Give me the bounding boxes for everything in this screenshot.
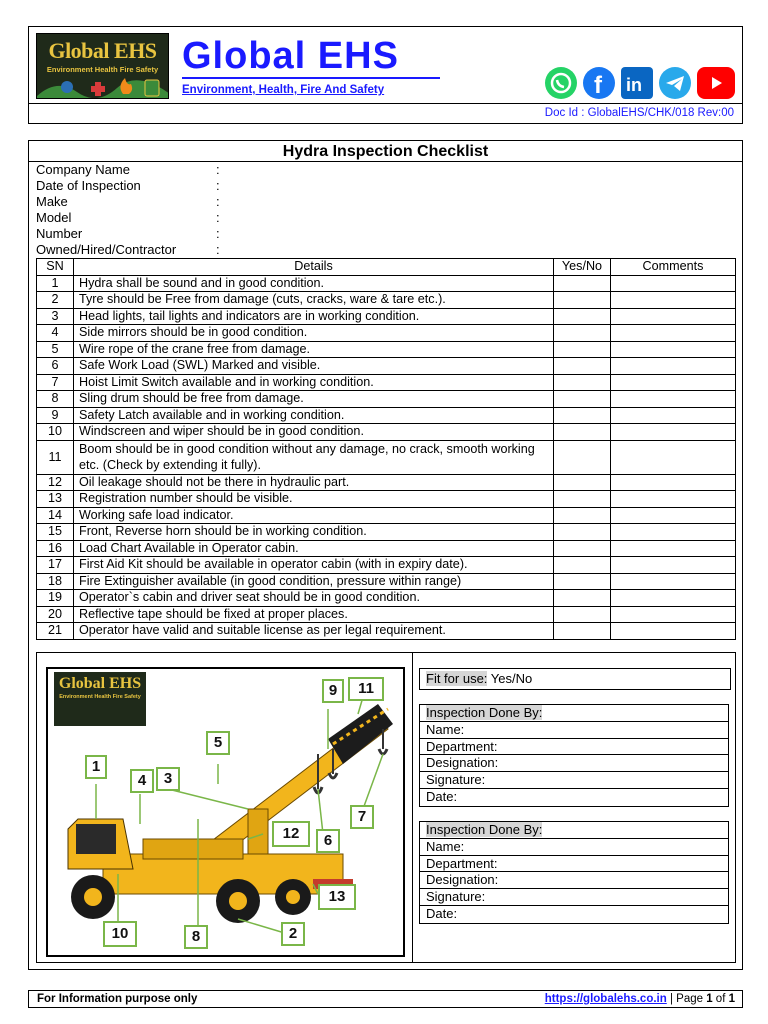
row-sn: 15 bbox=[37, 524, 74, 541]
row-sn: 19 bbox=[37, 590, 74, 607]
callout-11: 11 bbox=[348, 677, 384, 701]
info-row bbox=[36, 194, 220, 210]
table-row bbox=[37, 358, 736, 375]
designation-field[interactable]: Designation: bbox=[420, 755, 728, 772]
row-details: Boom should be in good condition without any damage, no crack, smooth working etc. (Check by extending it fully). bbox=[74, 440, 554, 474]
inspection-title-text: Inspection Done By: bbox=[426, 822, 543, 837]
table-row bbox=[37, 374, 736, 391]
col-header-yesno: Yes/No bbox=[554, 259, 611, 276]
table-row bbox=[37, 524, 736, 541]
row-yesno-cell[interactable] bbox=[554, 507, 611, 524]
info-row bbox=[36, 226, 220, 242]
row-yesno-cell[interactable] bbox=[554, 491, 611, 508]
fit-for-use-label: Fit for use: bbox=[426, 671, 488, 686]
brand-tagline: Environment, Health, Fire And Safety bbox=[182, 84, 385, 96]
row-yesno-cell[interactable] bbox=[554, 424, 611, 441]
row-details: Registration number should be visible. bbox=[74, 491, 554, 508]
col-header-comments: Comments bbox=[611, 259, 736, 276]
row-details: Fire Extinguisher available (in good condition, pressure within range) bbox=[74, 573, 554, 590]
table-row bbox=[37, 341, 736, 358]
row-comments-cell[interactable] bbox=[611, 557, 736, 574]
section-divider bbox=[412, 653, 413, 962]
row-yesno-cell[interactable] bbox=[554, 623, 611, 640]
row-sn: 2 bbox=[37, 292, 74, 309]
row-yesno-cell[interactable] bbox=[554, 557, 611, 574]
document-id: Doc Id : GlobalEHS/CHK/018 Rev:00 bbox=[544, 107, 734, 119]
checklist-body bbox=[37, 275, 736, 639]
row-yesno-cell[interactable] bbox=[554, 391, 611, 408]
table-row bbox=[37, 573, 736, 590]
image-logo bbox=[54, 672, 146, 726]
inspection-title bbox=[420, 705, 728, 722]
row-yesno-cell[interactable] bbox=[554, 341, 611, 358]
row-yesno-cell[interactable] bbox=[554, 573, 611, 590]
row-yesno-cell[interactable] bbox=[554, 606, 611, 623]
hydra-crane-image bbox=[46, 667, 405, 957]
row-details: Operator have valid and suitable license as per legal requirement. bbox=[74, 623, 554, 640]
info-label: Number bbox=[36, 226, 83, 241]
page-title: Hydra Inspection Checklist bbox=[29, 141, 742, 162]
table-row bbox=[37, 407, 736, 424]
page-prefix: | Page bbox=[666, 993, 707, 1005]
row-comments-cell[interactable] bbox=[611, 590, 736, 607]
info-row bbox=[36, 210, 220, 226]
page-of: of bbox=[712, 993, 729, 1005]
callout-2: 2 bbox=[281, 922, 305, 946]
youtube-icon[interactable] bbox=[697, 67, 735, 99]
callout-10: 10 bbox=[103, 921, 137, 947]
table-row bbox=[37, 540, 736, 557]
info-separator: : bbox=[216, 194, 220, 209]
row-details: Wire rope of the crane free from damage. bbox=[74, 341, 554, 358]
info-label: Make bbox=[36, 194, 68, 209]
signature-field[interactable]: Signature: bbox=[420, 772, 728, 789]
footer-right bbox=[545, 991, 735, 1007]
date-field[interactable]: Date: bbox=[426, 905, 458, 921]
table-header-row bbox=[37, 259, 736, 276]
table-row bbox=[37, 590, 736, 607]
info-separator: : bbox=[216, 162, 220, 177]
checklist-form bbox=[28, 140, 743, 970]
callout-9: 9 bbox=[322, 679, 344, 703]
table-row bbox=[37, 275, 736, 292]
col-header-details: Details bbox=[74, 259, 554, 276]
row-comments-cell[interactable] bbox=[611, 524, 736, 541]
footer-disclaimer: For Information purpose only bbox=[37, 993, 198, 1005]
row-comments-cell[interactable] bbox=[611, 606, 736, 623]
table-row bbox=[37, 606, 736, 623]
document-header bbox=[28, 26, 743, 124]
brand-underline bbox=[182, 77, 440, 79]
row-sn: 16 bbox=[37, 540, 74, 557]
row-yesno-cell[interactable] bbox=[554, 590, 611, 607]
row-comments-cell[interactable] bbox=[611, 341, 736, 358]
row-comments-cell[interactable] bbox=[611, 358, 736, 375]
info-label: Owned/Hired/Contractor bbox=[36, 242, 177, 257]
row-sn: 10 bbox=[37, 424, 74, 441]
info-label: Date of Inspection bbox=[36, 178, 141, 193]
table-row bbox=[37, 491, 736, 508]
row-yesno-cell[interactable] bbox=[554, 540, 611, 557]
callout-8: 8 bbox=[184, 925, 208, 949]
row-sn: 4 bbox=[37, 325, 74, 342]
row-comments-cell[interactable] bbox=[611, 407, 736, 424]
table-row bbox=[37, 325, 736, 342]
table-row bbox=[37, 424, 736, 441]
row-sn: 9 bbox=[37, 407, 74, 424]
callout-3: 3 bbox=[156, 767, 180, 791]
row-details: Operator`s cabin and driver seat should be in good condition. bbox=[74, 590, 554, 607]
info-separator: : bbox=[216, 242, 220, 257]
row-comments-cell[interactable] bbox=[611, 474, 736, 491]
callout-5: 5 bbox=[206, 731, 230, 755]
inspection-title bbox=[420, 822, 728, 839]
info-separator: : bbox=[216, 210, 220, 225]
row-sn: 11 bbox=[37, 440, 74, 474]
row-comments-cell[interactable] bbox=[611, 292, 736, 309]
page-total: 1 bbox=[728, 993, 735, 1005]
row-sn: 13 bbox=[37, 491, 74, 508]
row-details: First Aid Kit should be available in operator cabin (with in expiry date). bbox=[74, 557, 554, 574]
svg-text:f: f bbox=[594, 72, 602, 99]
table-row bbox=[37, 507, 736, 524]
info-label: Company Name bbox=[36, 162, 130, 177]
inspection-title-text: Inspection Done By: bbox=[426, 705, 543, 720]
row-sn: 17 bbox=[37, 557, 74, 574]
row-details: Oil leakage should not be there in hydraulic part. bbox=[74, 474, 554, 491]
info-row bbox=[36, 162, 220, 178]
col-header-sn: SN bbox=[37, 259, 74, 276]
row-details: Side mirrors should be in good condition. bbox=[74, 325, 554, 342]
row-sn: 14 bbox=[37, 507, 74, 524]
callout-7: 7 bbox=[350, 805, 374, 829]
table-row bbox=[37, 474, 736, 491]
row-sn: 7 bbox=[37, 374, 74, 391]
table-row bbox=[37, 557, 736, 574]
logo-emblem-icon bbox=[37, 74, 169, 99]
row-yesno-cell[interactable] bbox=[554, 440, 611, 474]
row-sn: 1 bbox=[37, 275, 74, 292]
row-details: Sling drum should be free from damage. bbox=[74, 391, 554, 408]
signature-field[interactable]: Signature: bbox=[420, 889, 728, 906]
info-row bbox=[36, 242, 220, 258]
row-yesno-cell[interactable] bbox=[554, 292, 611, 309]
row-comments-cell[interactable] bbox=[611, 507, 736, 524]
info-separator: : bbox=[216, 226, 220, 241]
row-sn: 5 bbox=[37, 341, 74, 358]
row-sn: 12 bbox=[37, 474, 74, 491]
row-sn: 18 bbox=[37, 573, 74, 590]
row-comments-cell[interactable] bbox=[611, 308, 736, 325]
signoff-section bbox=[36, 652, 736, 963]
table-row bbox=[37, 440, 736, 474]
checklist-table bbox=[36, 258, 736, 640]
row-comments-cell[interactable] bbox=[611, 491, 736, 508]
inspection-block-1 bbox=[419, 704, 729, 807]
image-logo-subtitle: Environment Health Fire Safety bbox=[59, 694, 141, 700]
row-details: Load Chart Available in Operator cabin. bbox=[74, 540, 554, 557]
row-comments-cell[interactable] bbox=[611, 540, 736, 557]
page-current: 1 bbox=[706, 993, 713, 1005]
linkedin-icon[interactable] bbox=[621, 67, 653, 99]
row-yesno-cell[interactable] bbox=[554, 358, 611, 375]
department-field[interactable]: Department: bbox=[420, 739, 728, 756]
name-field[interactable]: Name: bbox=[420, 722, 728, 739]
date-field[interactable]: Date: bbox=[426, 788, 458, 804]
telegram-icon[interactable] bbox=[659, 67, 691, 99]
row-comments-cell[interactable] bbox=[611, 573, 736, 590]
row-sn: 8 bbox=[37, 391, 74, 408]
fit-for-use-field[interactable] bbox=[419, 668, 731, 690]
callout-13: 13 bbox=[318, 884, 356, 910]
global-ehs-logo bbox=[36, 33, 169, 99]
fit-for-use-value: Yes/No bbox=[487, 671, 533, 686]
row-comments-cell[interactable] bbox=[611, 374, 736, 391]
row-yesno-cell[interactable] bbox=[554, 275, 611, 292]
facebook-icon[interactable] bbox=[583, 67, 615, 99]
equipment-info bbox=[36, 162, 220, 258]
row-yesno-cell[interactable] bbox=[554, 407, 611, 424]
callout-6: 6 bbox=[316, 829, 340, 853]
row-yesno-cell[interactable] bbox=[554, 474, 611, 491]
row-details: Safety Latch available and in working condition. bbox=[74, 407, 554, 424]
social-links bbox=[545, 67, 735, 99]
table-row bbox=[37, 623, 736, 640]
row-comments-cell[interactable] bbox=[611, 325, 736, 342]
designation-field[interactable]: Designation: bbox=[420, 872, 728, 889]
row-comments-cell[interactable] bbox=[611, 424, 736, 441]
row-comments-cell[interactable] bbox=[611, 440, 736, 474]
brand-name: Global EHS bbox=[182, 35, 399, 77]
row-yesno-cell[interactable] bbox=[554, 308, 611, 325]
row-sn: 3 bbox=[37, 308, 74, 325]
callout-12: 12 bbox=[272, 821, 310, 847]
callout-1: 1 bbox=[85, 755, 107, 779]
row-details: Front, Reverse horn should be in working condition. bbox=[74, 524, 554, 541]
name-field[interactable]: Name: bbox=[420, 839, 728, 856]
whatsapp-icon[interactable] bbox=[545, 67, 577, 99]
info-row bbox=[36, 178, 220, 194]
website-link[interactable]: https://globalehs.co.in bbox=[544, 993, 667, 1005]
row-sn: 6 bbox=[37, 358, 74, 375]
row-details: Safe Work Load (SWL) Marked and visible. bbox=[74, 358, 554, 375]
inspection-block-2 bbox=[419, 821, 729, 924]
table-row bbox=[37, 308, 736, 325]
row-yesno-cell[interactable] bbox=[554, 524, 611, 541]
svg-text:in: in bbox=[626, 75, 642, 95]
row-details: Hydra shall be sound and in good condition. bbox=[74, 275, 554, 292]
row-details: Working safe load indicator. bbox=[74, 507, 554, 524]
row-details: Reflective tape should be fixed at proper places. bbox=[74, 606, 554, 623]
page-footer bbox=[28, 990, 743, 1008]
header-divider bbox=[29, 103, 742, 104]
callout-4: 4 bbox=[130, 769, 154, 793]
row-details: Hoist Limit Switch available and in working condition. bbox=[74, 374, 554, 391]
row-sn: 20 bbox=[37, 606, 74, 623]
row-details: Windscreen and wiper should be in good condition. bbox=[74, 424, 554, 441]
row-yesno-cell[interactable] bbox=[554, 325, 611, 342]
row-comments-cell[interactable] bbox=[611, 391, 736, 408]
department-field[interactable]: Department: bbox=[420, 856, 728, 873]
table-row bbox=[37, 292, 736, 309]
row-details: Head lights, tail lights and indicators are in working condition. bbox=[74, 308, 554, 325]
row-details: Tyre should be Free from damage (cuts, cracks, ware & tare etc.). bbox=[74, 292, 554, 309]
logo-title: Global EHS bbox=[48, 38, 157, 63]
image-logo-title: Global EHS bbox=[58, 675, 142, 692]
row-yesno-cell[interactable] bbox=[554, 374, 611, 391]
row-comments-cell[interactable] bbox=[611, 275, 736, 292]
row-comments-cell[interactable] bbox=[611, 623, 736, 640]
row-sn: 21 bbox=[37, 623, 74, 640]
table-row bbox=[37, 391, 736, 408]
info-label: Model bbox=[36, 210, 72, 225]
info-separator: : bbox=[216, 178, 220, 193]
logo-subtitle: Environment Health Fire Safety bbox=[46, 65, 159, 74]
